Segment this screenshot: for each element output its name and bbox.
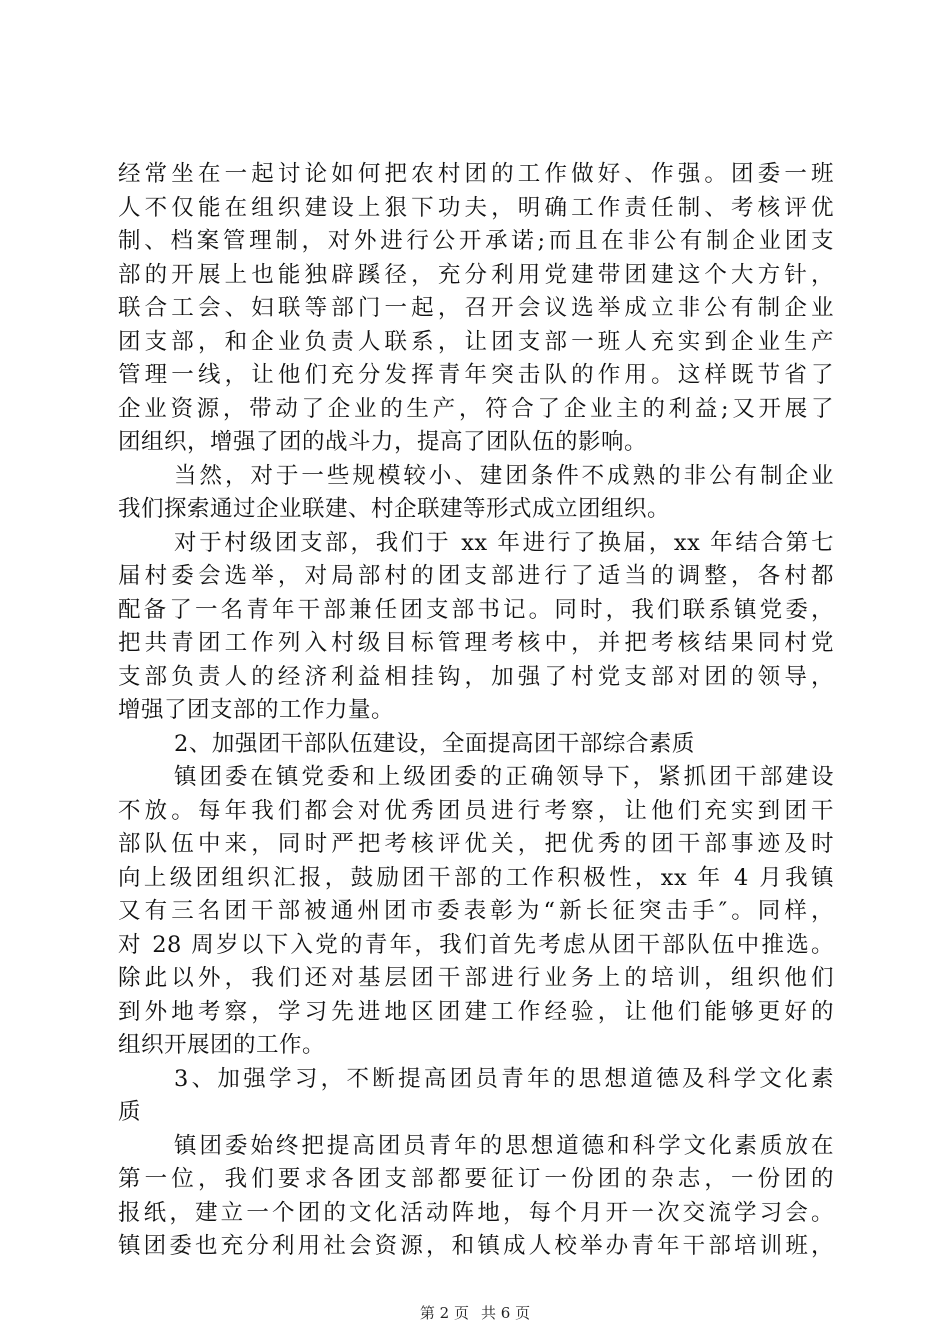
text-line: 当然，对于一些规模较小、建团条件不成熟的非公有制企业 [174, 462, 834, 489]
text-line: 2、加强团干部队伍建设，全面提高团干部综合素质 [174, 730, 695, 757]
page-footer [0, 1303, 950, 1323]
text-line: 制、档案管理制，对外进行公开承诺;而且在非公有制企业团支 [118, 228, 834, 254]
text-line: 到外地考察，学习先进地区团建工作经验，让他们能够更好的 [118, 998, 834, 1025]
text-line: 质 [118, 1099, 142, 1125]
text-line: 除此以外，我们还对基层团干部进行业务上的培训，组织他们 [118, 965, 834, 991]
text-line: 支部负责人的经济利益相挂钩，加强了村党支部对团的领导， [118, 663, 834, 690]
text-line: 组织开展团的工作。 [118, 1032, 326, 1058]
text-line: 3、加强学习，不断提高团员青年的思想道德及科学文化素 [174, 1065, 834, 1092]
page-number: 第 2 页 [419, 1304, 469, 1322]
text-line: 增强了团支部的工作力量。 [118, 697, 395, 723]
text-line: 部队伍中来，同时严把考核评优关，把优秀的团干部事迹及时 [118, 831, 834, 857]
text-line: 把共青团工作列入村级目标管理考核中，并把考核结果同村党 [118, 630, 834, 656]
text-line: 报纸，建立一个团的文化活动阵地，每个月开一次交流学习会。 [118, 1199, 834, 1226]
page-total: 共 6 页 [481, 1304, 531, 1322]
text-line: 部的开展上也能独辟蹊径，充分利用党建带团建这个大方针， [118, 261, 834, 288]
text-line: 管理一线，让他们充分发挥青年突击队的作用。这样既节省了 [118, 362, 834, 388]
text-line: 配备了一名青年干部兼任团支部书记。同时，我们联系镇党委， [118, 596, 834, 623]
text-line: 向上级团组织汇报，鼓励团干部的工作积极性，xx 年 4 月我镇 [118, 864, 834, 891]
text-line: 企业资源，带动了企业的生产，符合了企业主的利益;又开展了 [118, 395, 834, 422]
text-line: 经常坐在一起讨论如何把农村团的工作做好、作强。团委一班 [118, 161, 834, 187]
text-line: 不放。每年我们都会对优秀团员进行考察，让他们充实到团干 [118, 797, 834, 824]
text-line: 第一位，我们要求各团支部都要征订一份团的杂志，一份团的 [118, 1166, 834, 1192]
text-line: 人不仅能在组织建设上狠下功夫，明确工作责任制、考核评优 [118, 194, 834, 221]
text-line: 镇团委始终把提高团员青年的思想道德和科学文化素质放在 [174, 1132, 834, 1159]
text-line: 联合工会、妇联等部门一起，召开会议选举成立非公有制企业 [118, 295, 834, 321]
text-line: 届村委会选举，对局部村的团支部进行了适当的调整，各村都 [118, 563, 834, 589]
text-line: 团支部，和企业负责人联系，让团支部一班人充实到企业生产 [118, 328, 834, 355]
text-line: 镇团委在镇党委和上级团委的正确领导下，紧抓团干部建设 [174, 764, 834, 790]
text-line: 镇团委也充分利用社会资源，和镇成人校举办青年干部培训班， [118, 1233, 834, 1259]
text-line: 团组织，增强了团的战斗力，提高了团队伍的影响。 [118, 429, 648, 455]
text-line: 我们探索通过企业联建、村企联建等形式成立团组织。 [118, 496, 671, 522]
text-line: 对于村级团支部，我们于 xx 年进行了换届，xx 年结合第七 [174, 529, 834, 556]
text-line: 又有三名团干部被通州团市委表彰为“新长征突击手″。同样， [118, 898, 834, 924]
text-line: 对 28 周岁以下入党的青年，我们首先考虑从团干部队伍中推选。 [118, 931, 834, 958]
document-body [118, 158, 834, 1264]
